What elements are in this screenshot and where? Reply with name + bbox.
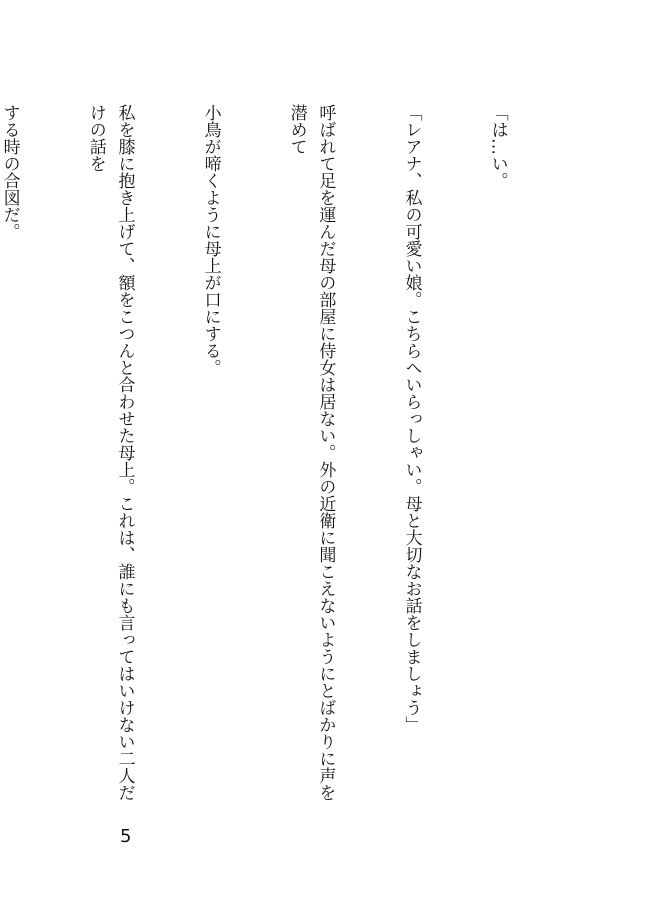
- text-line: 「レアナ、私の可愛い娘。こちらへいらっしゃい。母と大切なお話をしましょう」: [401, 104, 422, 733]
- page-number: 5: [120, 826, 132, 847]
- text-line: 「は…い。: [487, 104, 508, 189]
- text-line: する時の合図だ。: [0, 104, 20, 240]
- text-line: 小鳥が啼くように母上が口にする。: [200, 104, 221, 376]
- text-line: 呼ばれて足を運んだ母の部屋に侍女は居ない。外の近衛に聞こえないようにとばかりに声を潜めて: [286, 104, 336, 801]
- vertical-text-body: [0, 104, 569, 814]
- text-line: 私を膝に抱き上げて、額をこつんと合わせた母上。これは、誰にも言ってはいけない二人だけの話を: [85, 104, 135, 801]
